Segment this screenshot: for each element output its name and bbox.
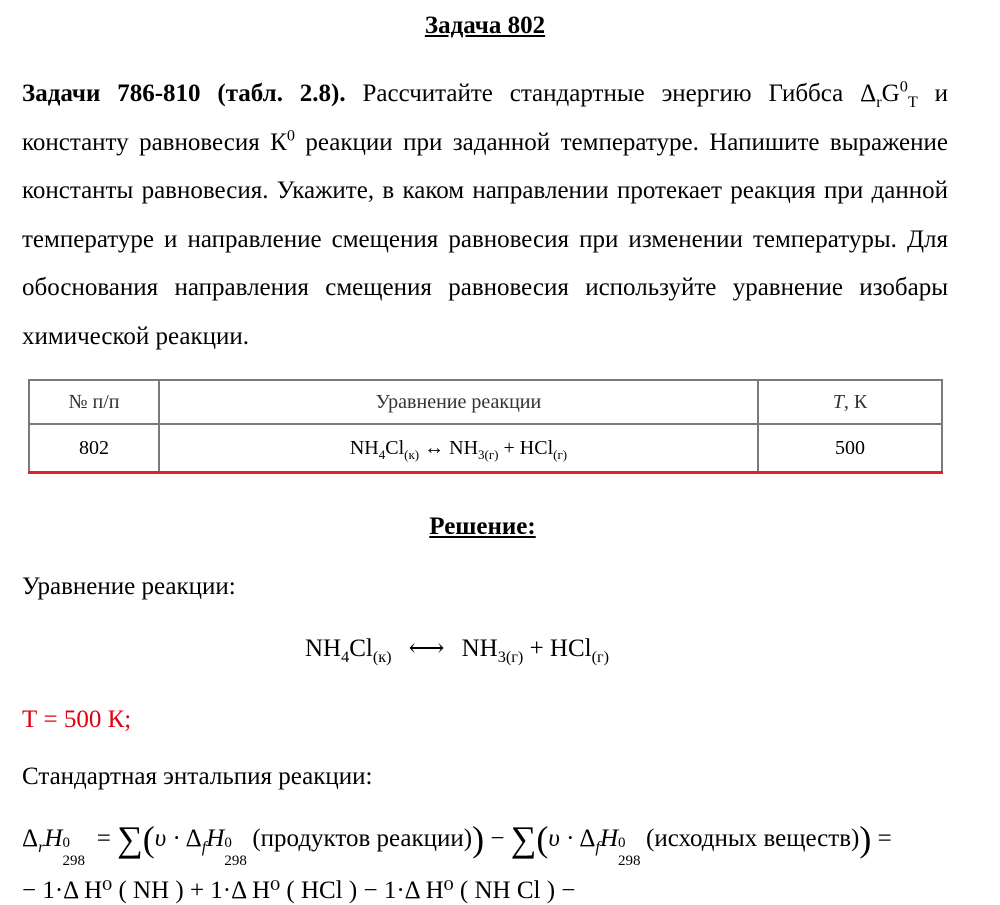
table-row <box>29 424 942 473</box>
equilibrium-arrow-icon: ⟷ <box>408 635 445 662</box>
subscript-298: 298 <box>224 853 247 869</box>
reaction-arrow: ↔ <box>419 436 450 459</box>
superscript-0: 0 <box>224 835 232 851</box>
enthalpy-label: Стандартная энтальпия реакции: <box>22 763 373 790</box>
formula-part: NH <box>305 635 342 662</box>
subscript-298: 298 <box>618 853 641 869</box>
formula-sub: f <box>595 838 600 856</box>
task-statement <box>22 70 948 361</box>
formula-sub: 3(г) <box>497 648 524 666</box>
header-number: № п/п <box>29 380 159 424</box>
task-text-2: и константу равновесия К <box>22 80 948 156</box>
temperature-value: Т = 500 К; <box>22 706 132 733</box>
cell-reaction <box>159 424 758 473</box>
task-text-3: реакции при заданной температуре. Напишите выражение константы равновесия. Укажите, в каком направлении протекает реакция при данной температуре и направление смещения равновесия при изменении температуры. Для обоснования направления смещения равновесия используйте уравнение изобары химической реакции. <box>22 128 948 350</box>
sum-symbol: ∑ <box>510 819 537 859</box>
header-temperature-unit: , К <box>843 390 868 413</box>
formula-part: HCl <box>519 436 554 459</box>
superscript-0: 0 <box>899 77 908 96</box>
enthalpy-symbol: H <box>206 825 225 852</box>
reaction-equation <box>305 633 610 666</box>
minus-sign: − <box>490 825 511 852</box>
dot-delta: · Δ <box>559 825 596 852</box>
formula-sub: r <box>38 838 45 856</box>
formula-sub: 3(г) <box>478 446 499 462</box>
task-range-label: Задачи 786-810 (табл. 2.8). <box>22 80 346 107</box>
gibbs-symbol: G <box>881 80 900 107</box>
formula-part: Cl <box>385 436 405 459</box>
formula-part: Cl <box>349 635 373 662</box>
formula-continuation-cut: − 1·Δ H⁰ ( NH ) + 1·Δ H⁰ ( HCl ) − 1·Δ H⁰ ( NH Cl ) − <box>22 877 576 904</box>
header-reaction: Уравнение реакции <box>159 380 758 424</box>
enthalpy-symbol: H <box>599 825 618 852</box>
header-temperature-symbol: T <box>832 390 844 413</box>
subscript-r: r <box>876 93 882 111</box>
formula-sub: 4 <box>378 446 386 462</box>
cell-temperature: 500 <box>758 424 942 473</box>
header-temperature <box>758 380 942 424</box>
delta-symbol: Δ <box>22 825 39 852</box>
nu-symbol: υ <box>548 825 560 852</box>
equals-sign: = <box>96 825 118 852</box>
sum-symbol: ∑ <box>117 819 143 859</box>
plus-sign: + <box>523 635 550 662</box>
formula-sub: (к) <box>404 446 420 462</box>
open-paren: ( <box>536 819 549 859</box>
solution-heading: Решение: <box>429 513 536 540</box>
enthalpy-symbol: H <box>44 825 63 852</box>
subscript-t: T <box>907 93 918 111</box>
reactants-term: (исходных веществ) <box>646 825 860 852</box>
formula-sub: 4 <box>341 648 350 666</box>
table-header-row <box>29 380 942 424</box>
formula-sub: (г) <box>591 648 610 666</box>
superscript-0: 0 <box>286 126 295 145</box>
products-term: (продуктов реакции) <box>252 825 473 852</box>
close-paren: ) <box>472 819 485 859</box>
nu-symbol: υ <box>154 825 167 852</box>
formula-part: HCl <box>549 635 592 662</box>
formula-part: NH <box>449 436 479 459</box>
formula-sub: f <box>201 838 207 856</box>
equation-label: Уравнение реакции: <box>22 573 236 600</box>
formula-part: NH <box>349 436 379 459</box>
task-text-1: Рассчитайте стандартные энергию Гиббса Δ <box>362 80 877 107</box>
task-title: Задача 802 <box>424 12 546 39</box>
superscript-0: 0 <box>618 835 626 851</box>
superscript-0: 0 <box>62 835 70 851</box>
reaction-table <box>28 379 943 474</box>
enthalpy-formula <box>22 818 892 869</box>
formula-sub: (к) <box>372 648 392 666</box>
plus-sign: + <box>498 436 520 459</box>
dot-delta: · Δ <box>166 825 202 852</box>
close-paren: ) <box>859 819 872 859</box>
formula-part: NH <box>461 635 498 662</box>
open-paren: ( <box>142 819 155 859</box>
subscript-298: 298 <box>62 853 85 869</box>
cell-number: 802 <box>29 424 159 473</box>
equals-tail: = <box>871 825 892 852</box>
formula-sub: (г) <box>553 446 568 462</box>
